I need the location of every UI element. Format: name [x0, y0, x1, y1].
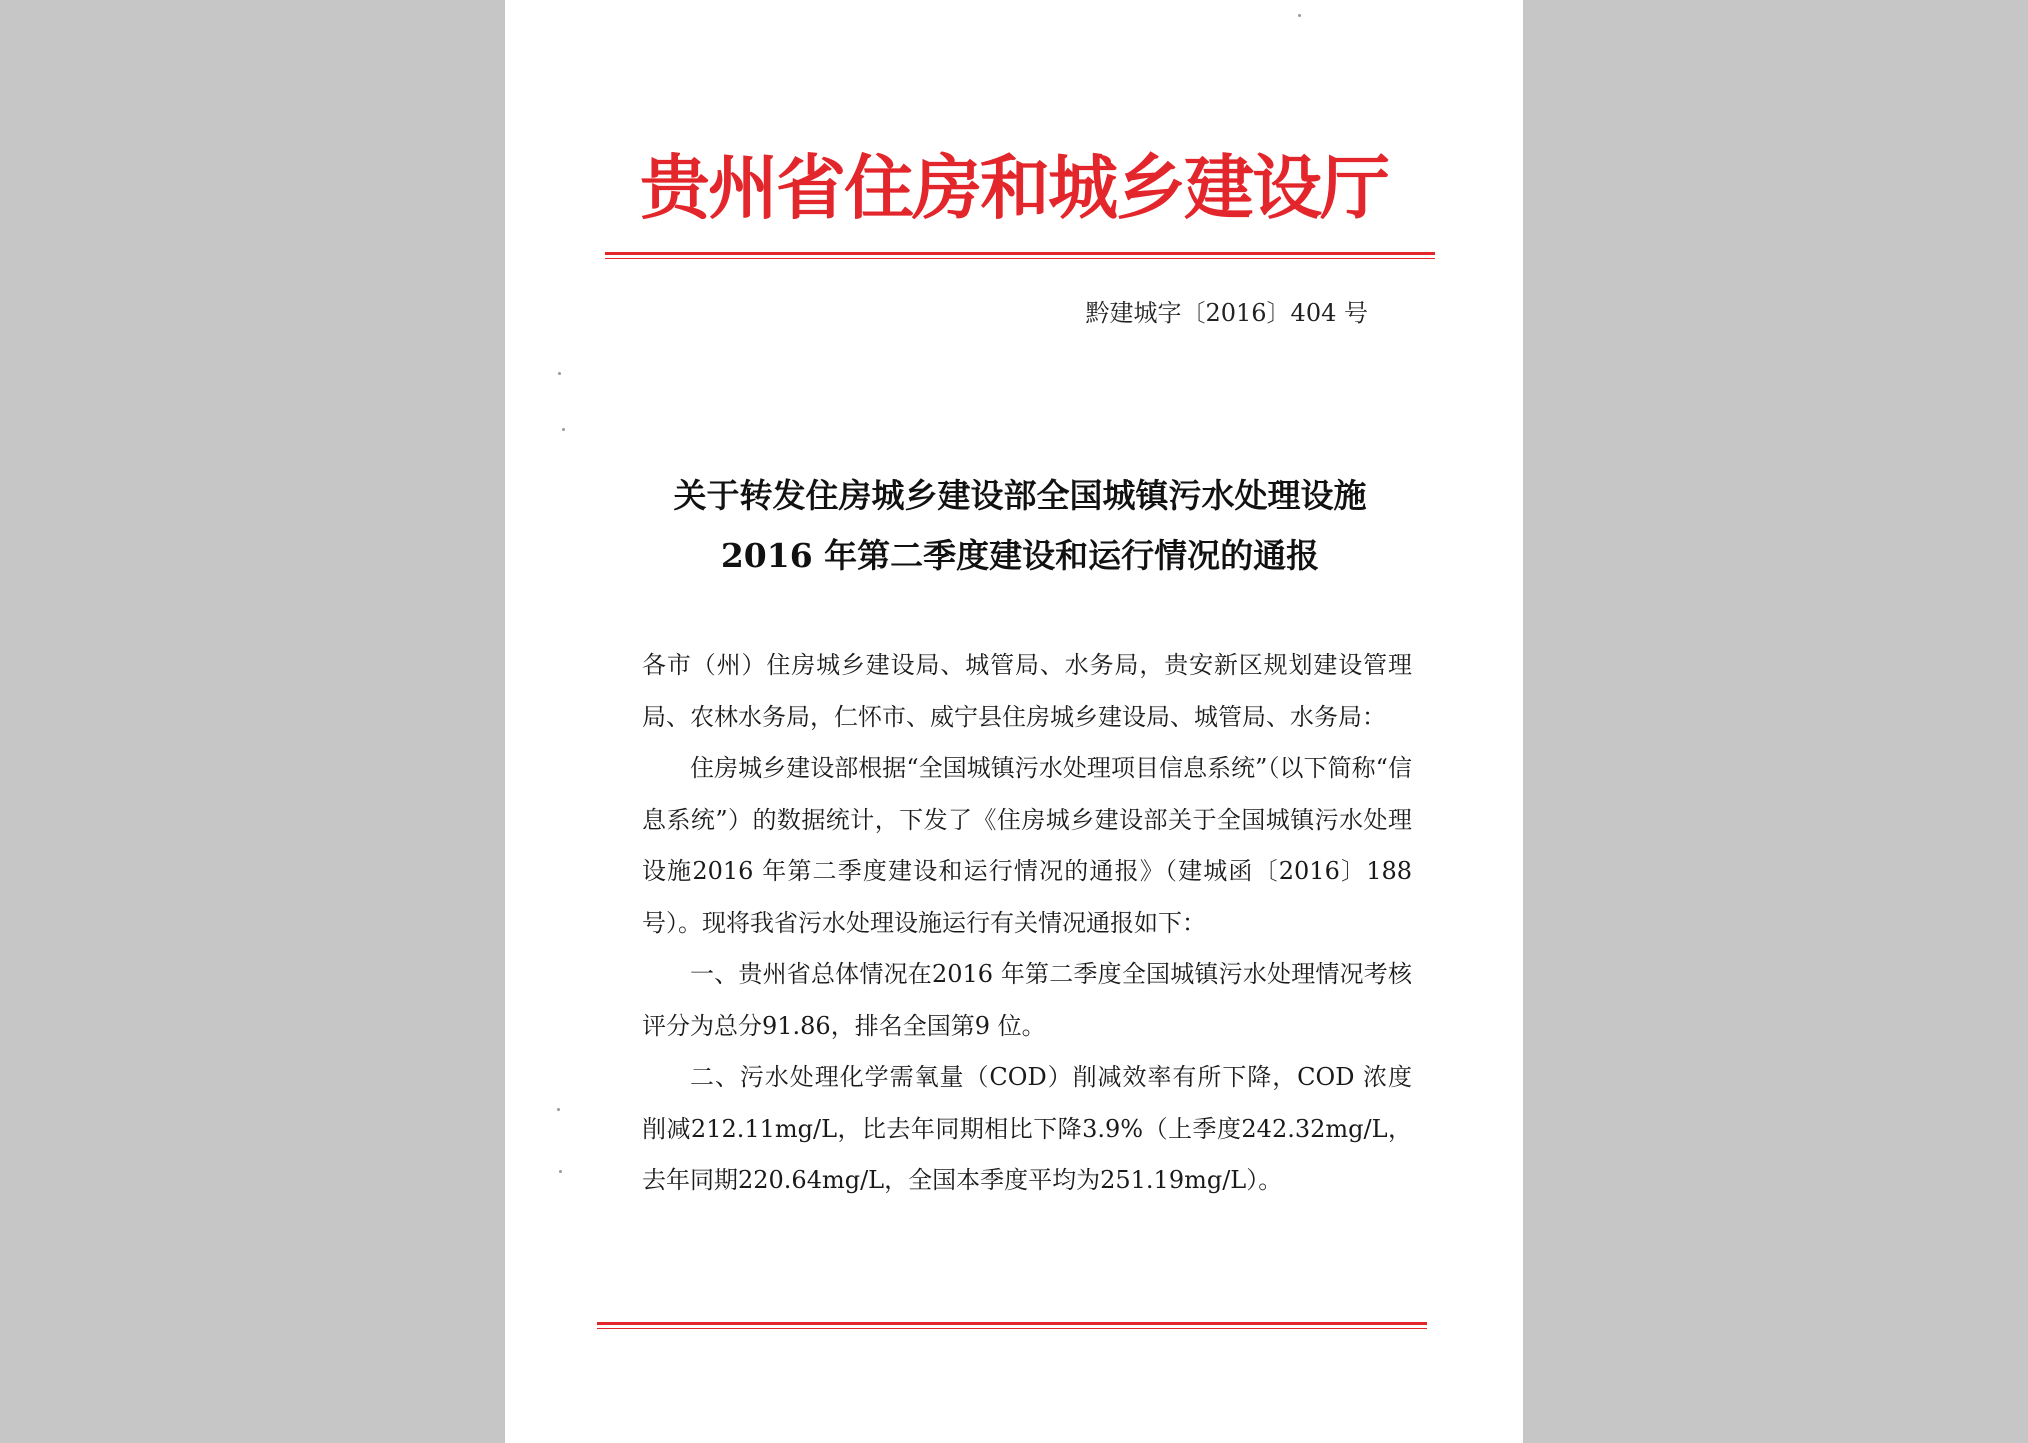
scan-speck: [558, 372, 561, 375]
document-title-line-2: 2016 年第二季度建设和运行情况的通报: [720, 536, 1320, 575]
addressee-paragraph: 各市（州）住房城乡建设局、城管局、水务局，贵安新区规划建设管理局、农林水务局，仁怀市、威宁县住房城乡建设局、城管局、水务局：: [642, 651, 1412, 731]
scan-speck: [559, 1170, 562, 1173]
document-title: [605, 466, 1435, 586]
scan-speck: [562, 428, 565, 431]
document-number: 黔建城字〔2016〕404 号: [1085, 299, 1368, 327]
body-paragraph-2: 一、贵州省总体情况在2016 年第二季度全国城镇污水处理情况考核评分为总分91.86，排名全国第9 位。: [642, 960, 1412, 1040]
letterhead-title: 贵州省住房和城乡建设厅: [640, 147, 1388, 229]
scan-speck: [557, 1108, 560, 1111]
document-title-line-1: 关于转发住房城乡建设部全国城镇污水处理设施: [673, 476, 1367, 515]
footer-red-rule: [597, 1322, 1427, 1329]
letterhead-red-rule: [605, 252, 1435, 259]
body-paragraph-1: 住房城乡建设部根据“全国城镇污水处理项目信息系统”（以下简称“信息系统”）的数据统计，下发了《住房城乡建设部关于全国城镇污水处理设施2016 年第二季度建设和运行情况的通报》（建城函〔2016〕188 号）。现将我省污水处理设施运行有关情况通报如下：: [642, 754, 1412, 937]
document-page: [505, 0, 1523, 1443]
scan-speck: [1298, 14, 1301, 17]
document-body: [642, 640, 1412, 1207]
body-paragraph-3: 二、污水处理化学需氧量（COD）削减效率有所下降，COD 浓度削减212.11mg/L，比去年同期相比下降3.9%（上季度242.32mg/L，去年同期220.64mg/L，全国本季度平均为251.19mg/L）。: [642, 1063, 1412, 1194]
